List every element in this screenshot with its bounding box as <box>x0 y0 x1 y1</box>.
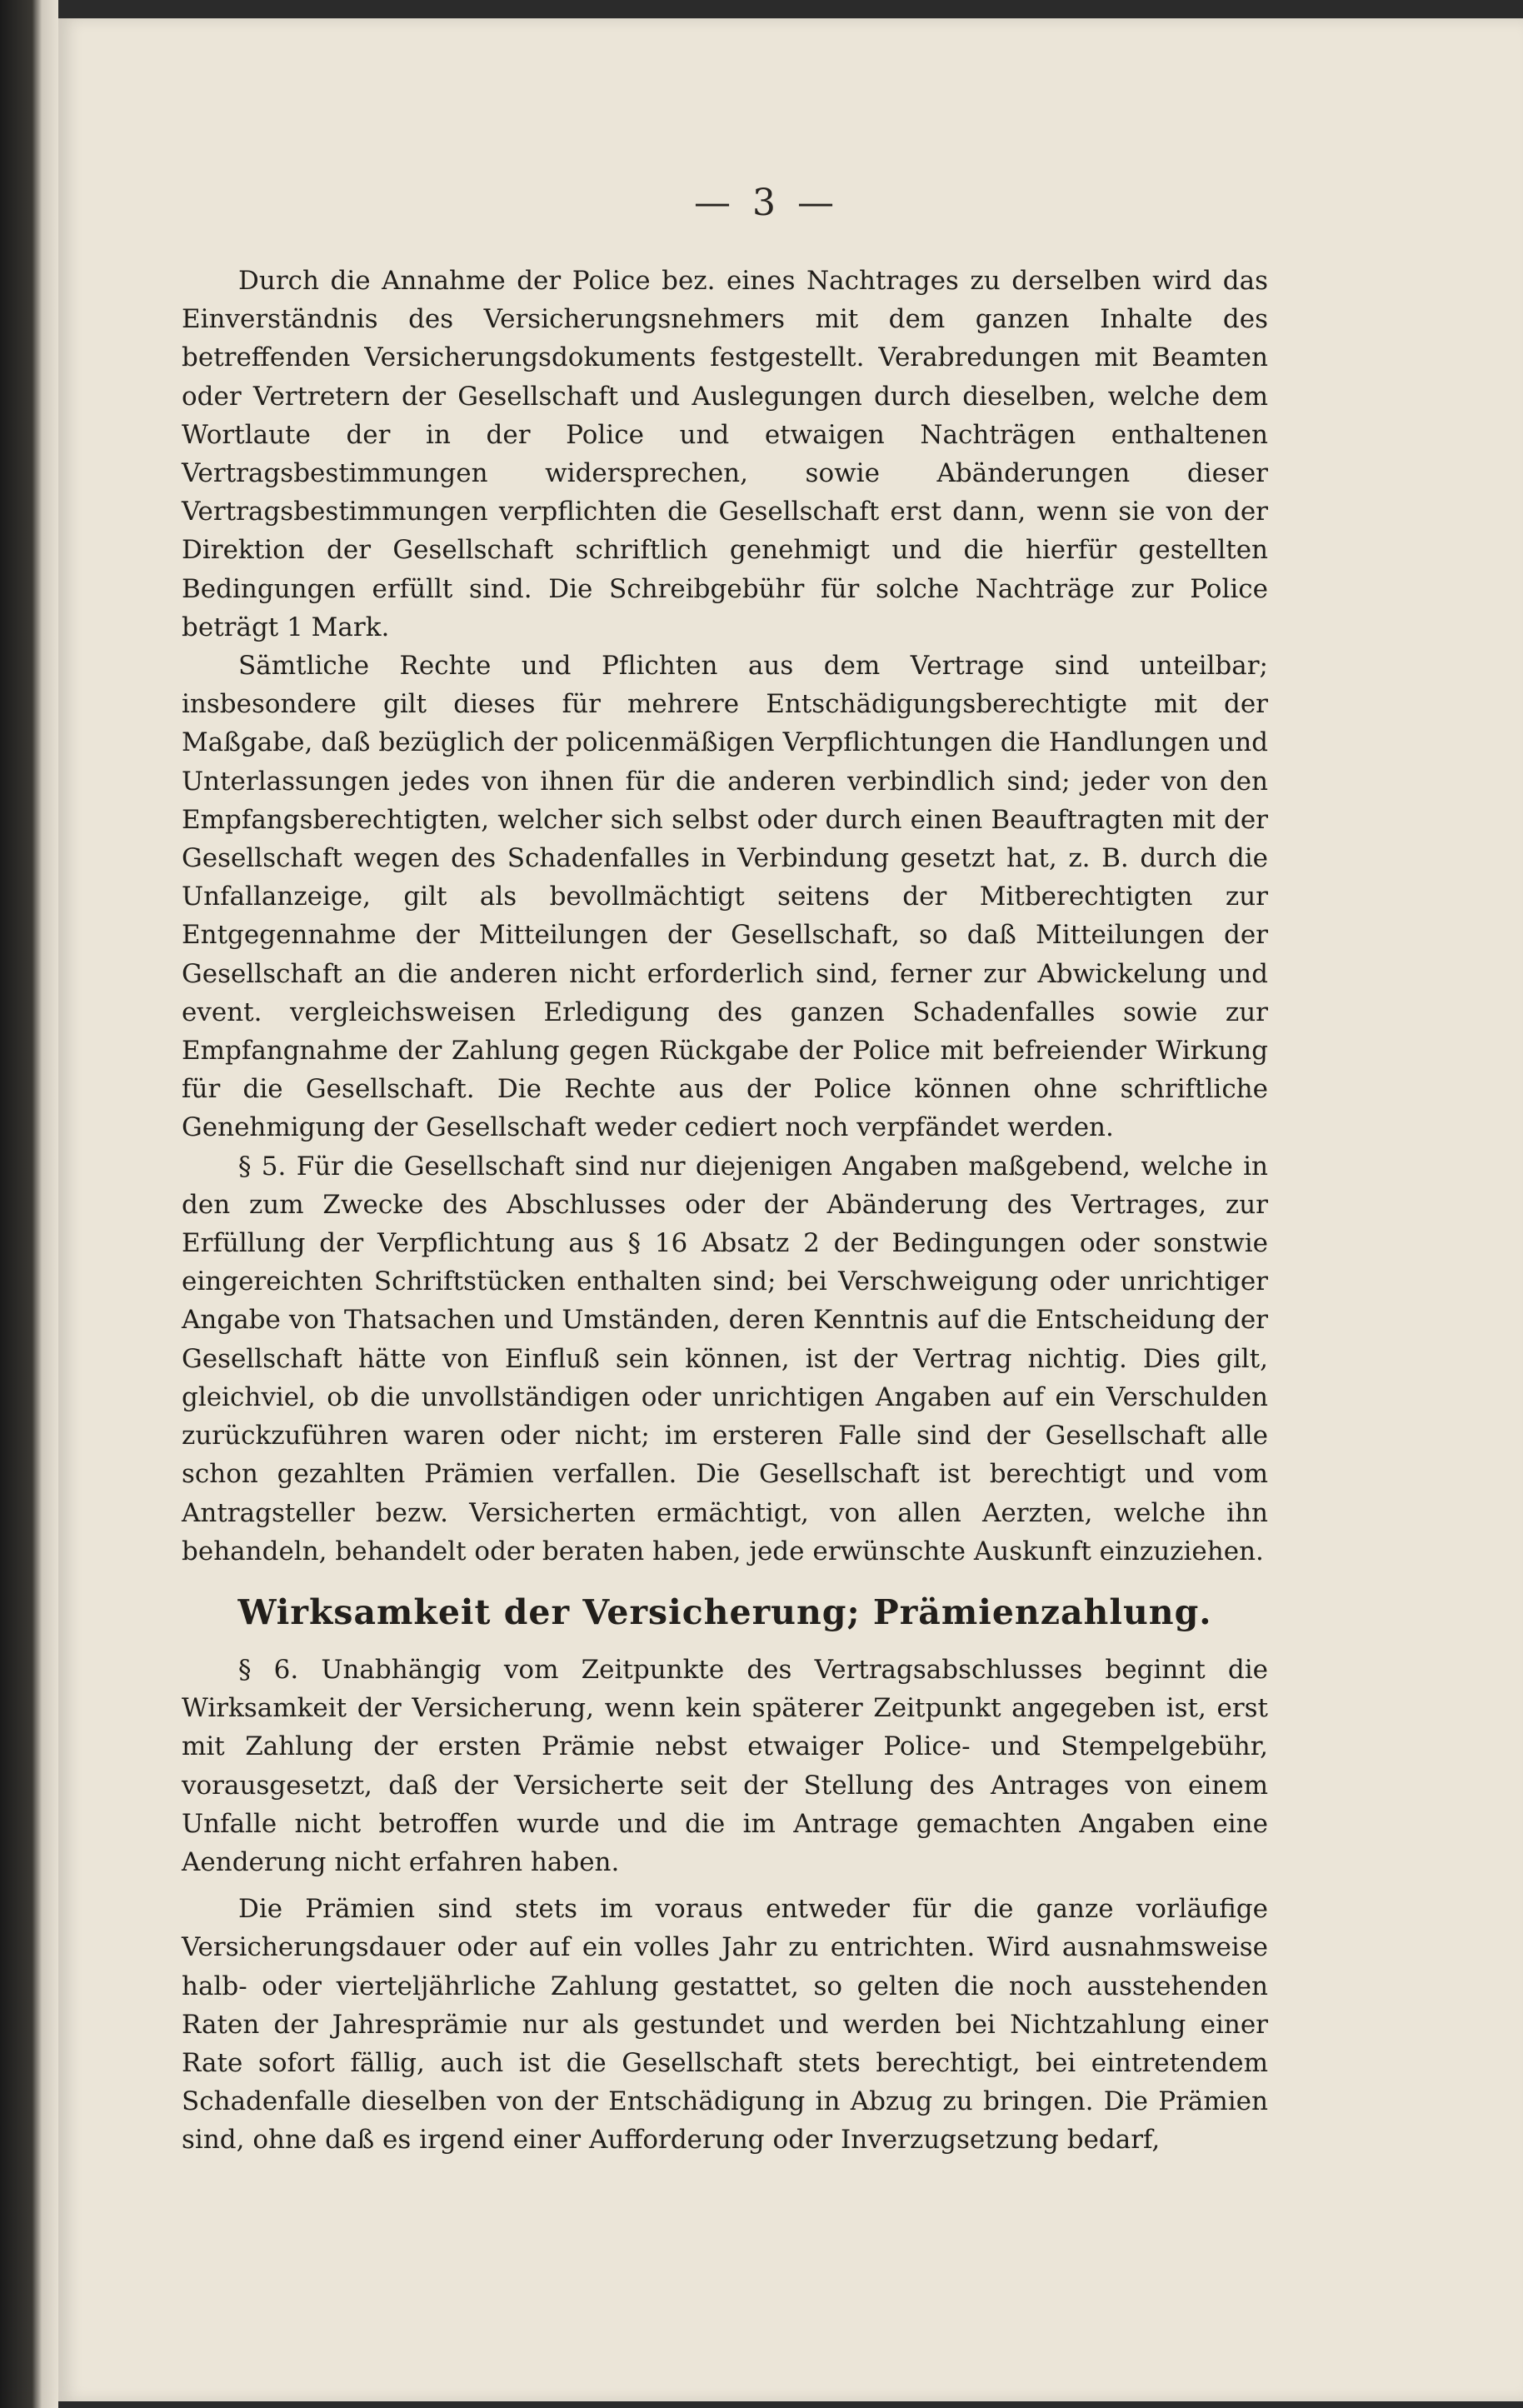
document-page <box>58 18 1523 2401</box>
adjacent-page-edge <box>0 0 58 2408</box>
paragraph-section-5: § 5. Für die Gesellschaft sind nur diejenigen Angaben maßgebend, welche in den zum Zwecke des Abschlusses oder der Abänderung des Vertrages, zur Erfüllung der Verpflichtung aus § 16 Absatz 2 der Bedingungen oder sonstwie eingereichten Schriftstücken enthalten sind; bei Verschweigung oder unrichtiger Angabe von Thatsachen und Umständen, deren Kenntnis auf die Entscheidung der Gesellschaft hätte von Einfluß sein können, ist der Vertrag nichtig. Dies gilt, gleichviel, ob die unvollständigen oder unrichtigen Angaben auf ein Verschulden zurückzuführen waren oder nicht; im ersteren Falle sind der Gesellschaft alle schon gezahlten Prämien verfallen. Die Gesellschaft ist berechtigt und vom Antragsteller bezw. Versicherten ermächtigt, von allen Aerzten, welche ihn behandeln, behandelt oder beraten haben, jede erwünschte Auskunft einzuziehen. <box>182 1151 1268 1566</box>
section-heading: Wirksamkeit der Versicherung; Prämienzahlung. <box>237 1591 1212 1632</box>
paragraph-police-acceptance: Durch die Annahme der Police bez. eines Nachtrages zu derselben wird das Einverständnis des Versicherungsnehmers mit dem ganzen Inhalte des betreffenden Versicherungsdokuments festgestellt. Verabredungen mit Beamten oder Vertretern der Gesellschaft und Auslegungen durch dieselben, welche dem Wortlaute der in der Police und etwaigen Nachträgen enthaltenen Vertragsbestimmungen widersprechen, sowie Abänderungen dieser Vertragsbestimmungen verpflichten die Gesellschaft erst dann, wenn sie von der Direktion der Gesellschaft schriftlich genehmigt und die hierfür gestellten Bedingungen erfüllt sind. Die Schreibgebühr für solche Nachträge zur Police beträgt 1 Mark. <box>182 266 1268 642</box>
paragraph-rights-obligations: Sämtliche Rechte und Pflichten aus dem Vertrage sind unteilbar; insbesondere gilt dieses für mehrere Entschädigungsberechtigte mit der Maßgabe, daß bezüglich der policenmäßigen Verpflichtungen die Handlungen und Unterlassungen jedes von ihnen für die anderen verbindlich sind; jeder von den Empfangsberechtigten, welcher sich selbst oder durch einen Beauftragten mit der Gesellschaft wegen des Schadenfalles in Verbindung gesetzt hat, z. B. durch die Unfallanzeige, gilt als bevollmächtigt seitens der Mitberechtigten zur Entgegennahme der Mitteilungen der Gesellschaft, so daß Mitteilungen der Gesellschaft an die anderen nicht erforderlich sind, ferner zur Abwickelung und event. vergleichsweisen Erledigung des ganzen Schadenfalles sowie zur Empfangnahme der Zahlung gegen Rückgabe der Police mit befreiender Wirkung für die Gesellschaft. Die Rechte aus der Police können ohne schriftliche Genehmigung der Gesellschaft weder cediert noch verpfändet werden. <box>182 651 1268 1143</box>
page-number: — 3 — <box>694 182 839 224</box>
paragraph-section-6: § 6. Unabhängig vom Zeitpunkte des Vertragsabschlusses beginnt die Wirksamkeit der Versicherung, wenn kein späterer Zeitpunkt angegeben ist, erst mit Zahlung der ersten Prämie nebst etwaiger Police- und Stempelgebühr, vorausgesetzt, daß der Versicherte seit der Stellung des Antrages von einem Unfalle nicht betroffen wurde und die im Antrage gemachten Angaben eine Aenderung nicht erfahren haben. <box>182 1654 1268 1877</box>
page-body <box>182 262 1268 2160</box>
paragraph-premiums: Die Prämien sind stets im voraus entweder für die ganze vorläufige Versicherungsdauer oder auf ein volles Jahr zu entrichten. Wird ausnahmsweise halb- oder vierteljährliche Zahlung gestattet, so gelten die noch ausstehenden Raten der Jahresprämie nur als gestundet und werden bei Nichtzahlung einer Rate sofort fällig, auch ist die Gesellschaft stets berechtigt, bei eintretendem Schadenfalle dieselben von der Entschädigung in Abzug zu bringen. Die Prämien sind, ohne daß es irgend einer Aufforderung oder Inverzugsetzung bedarf, <box>182 1894 1268 2156</box>
